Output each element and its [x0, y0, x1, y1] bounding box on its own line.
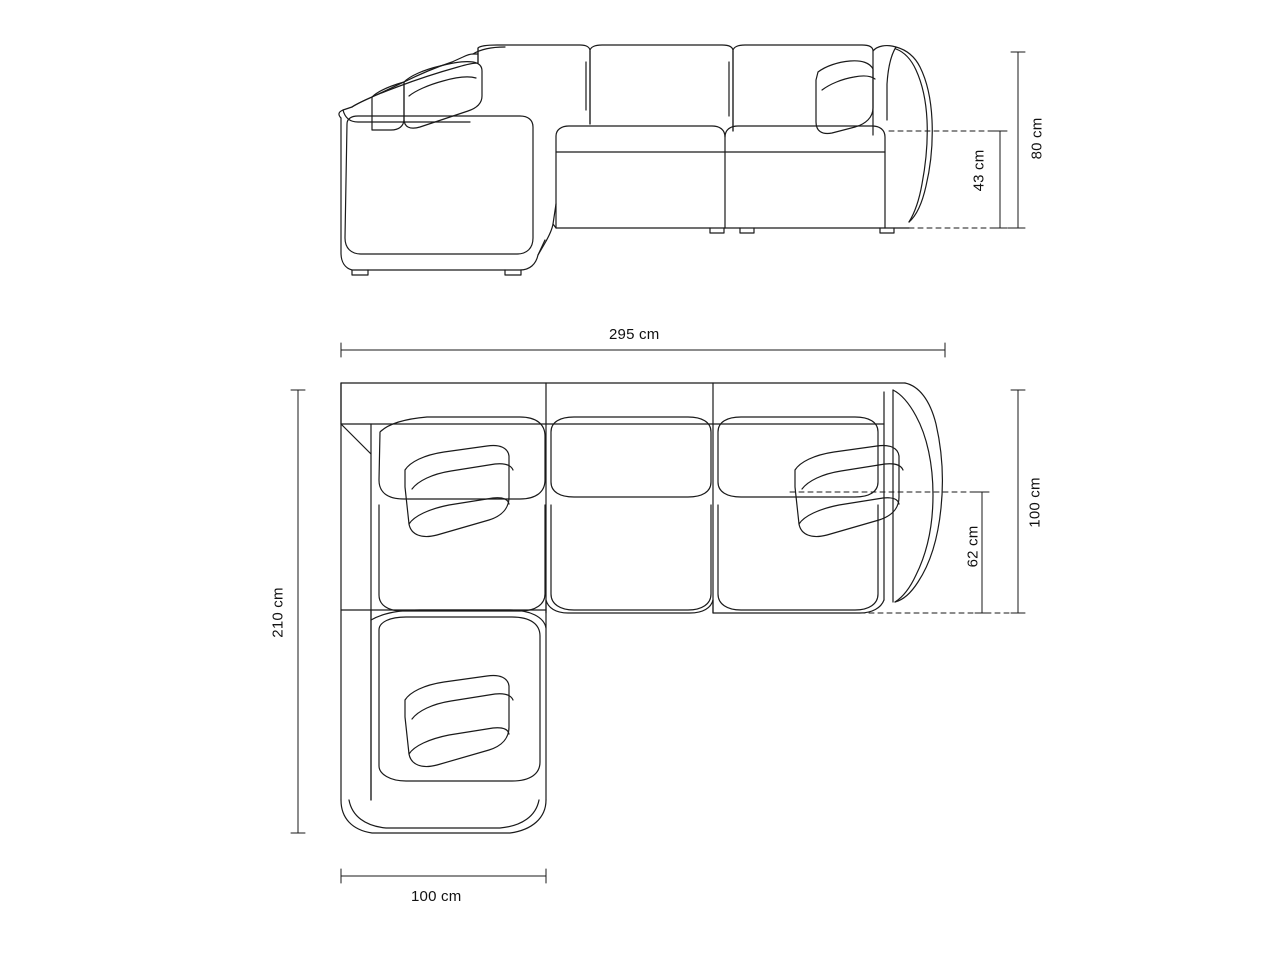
dimension-label-module-depth: 100 cm	[1026, 477, 1044, 528]
dimension-label-seat-height: 43 cm	[970, 149, 988, 192]
elevation-dimensions	[889, 52, 1025, 228]
dimension-label-overall-width: 295 cm	[609, 326, 660, 343]
dimension-label-overall-height: 80 cm	[1028, 117, 1046, 160]
top-plan-view	[341, 383, 942, 833]
dimension-label-overall-depth: 210 cm	[269, 587, 287, 638]
dimension-label-seat-depth: 62 cm	[964, 525, 982, 568]
dimension-label-arm-module-width: 100 cm	[411, 888, 462, 905]
front-elevation-view	[339, 45, 932, 275]
